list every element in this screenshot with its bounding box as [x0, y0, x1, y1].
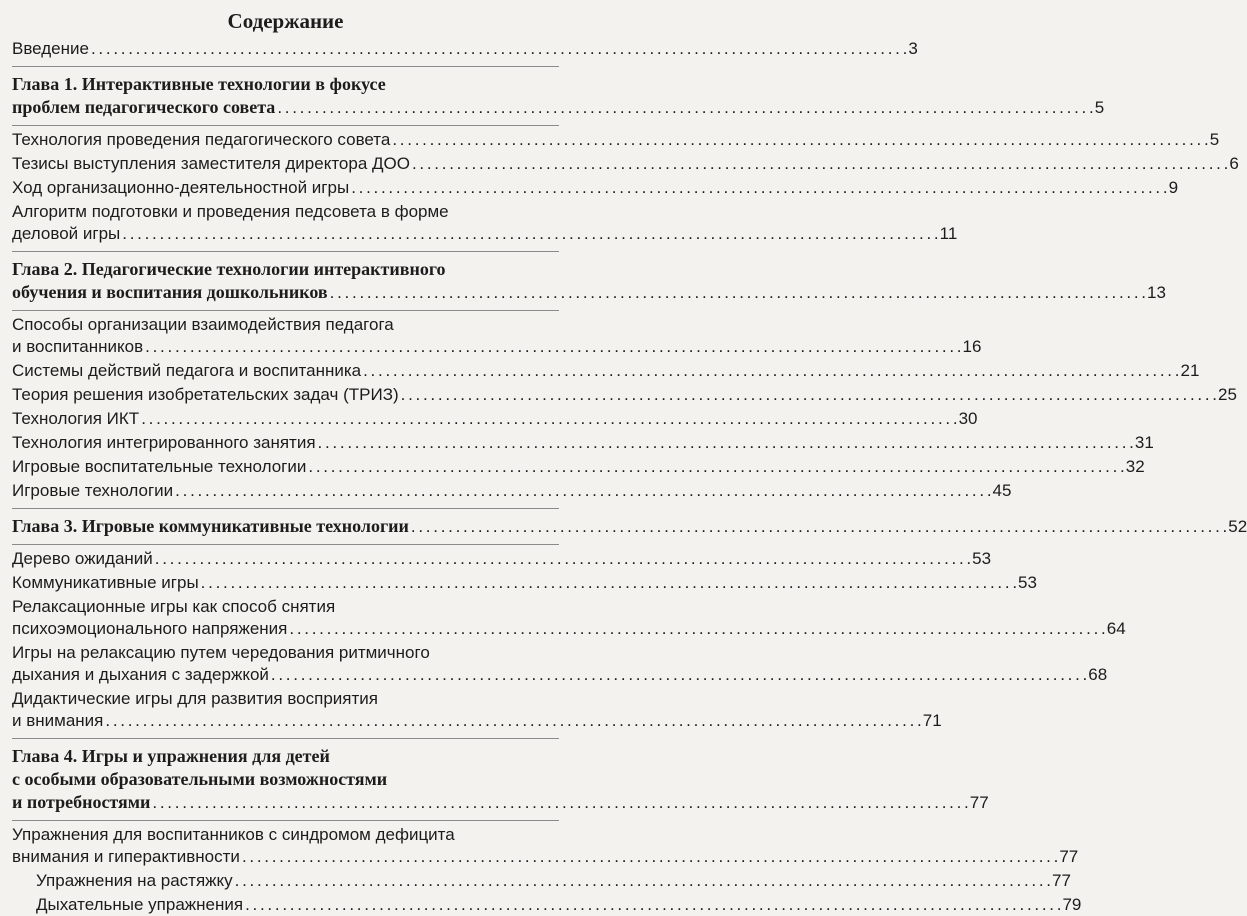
toc-entry-last-line [12, 664, 1108, 686]
toc-entry-last-line [12, 129, 1220, 151]
toc-entry-last-line [36, 894, 1082, 916]
toc-entry-last-line [12, 710, 942, 732]
toc-entry-last-line [12, 618, 1126, 640]
chapter-heading-text: с особыми образовательными возможностями [12, 769, 388, 789]
chapter-heading-last-line [12, 515, 1247, 538]
toc-entry-intro-last-line [12, 38, 918, 60]
toc-entry-text: Технология проведения педагогического совета [12, 130, 391, 149]
toc-entry[interactable] [12, 177, 1179, 199]
toc-entry-last-line [12, 336, 982, 358]
page-number: 11 [939, 224, 958, 243]
toc-entry-intro-text: Введение [12, 39, 89, 58]
dot-leader [308, 456, 1123, 478]
page-number: 68 [1088, 665, 1108, 684]
toc-entry-text: Системы действий педагога и воспитанника [12, 361, 362, 380]
page-number: 77 [1059, 847, 1079, 866]
chapter-heading-text: Глава 3. Игровые коммуникативные технологии [12, 516, 409, 536]
chapter-divider [12, 544, 559, 545]
toc-entry-last-line [12, 432, 1154, 454]
dot-leader [318, 432, 1133, 454]
toc-entry[interactable] [12, 408, 978, 430]
toc-entry-text: Способы организации взаимодействия педагога [12, 315, 394, 334]
chapter-heading[interactable] [12, 512, 1247, 538]
page-number: 21 [1180, 361, 1200, 380]
chapter-divider [12, 508, 559, 509]
chapter-divider [12, 310, 559, 311]
dot-leader [152, 791, 967, 814]
dot-leader [122, 223, 937, 245]
toc-entry-text: Дыхательные упражнения [36, 895, 244, 914]
chapter-divider [12, 125, 559, 126]
dot-leader [145, 336, 960, 358]
toc-entry-last-line [12, 480, 1012, 502]
chapter-divider [12, 820, 559, 821]
toc-entry-text: деловой игры [12, 224, 121, 243]
chapter-heading-text: проблем педагогического совета [12, 97, 276, 117]
toc-entry-last-line [12, 408, 978, 430]
toc-entry[interactable] [12, 153, 1239, 175]
toc-entry[interactable] [12, 432, 1154, 454]
dot-leader [105, 710, 920, 732]
page-number: 5 [1209, 130, 1220, 149]
dot-leader [363, 360, 1178, 382]
toc-entry-text: Дерево ожиданий [12, 549, 153, 568]
toc-entry-last-line [12, 384, 1237, 406]
table-of-contents [12, 38, 1247, 916]
toc-entry[interactable] [12, 384, 1237, 406]
page-number: 79 [1062, 895, 1082, 914]
toc-entry-text: Игры на релаксацию путем чередования ритмичного [12, 643, 430, 662]
chapter-heading-last-line [12, 96, 1105, 119]
dot-leader [201, 572, 1016, 594]
toc-entry-text: Релаксационные игры как способ снятия [12, 597, 336, 616]
toc-entry-last-line [36, 870, 1071, 892]
page-number: 13 [1147, 283, 1166, 302]
dot-leader [91, 38, 906, 60]
dot-leader [175, 480, 990, 502]
dot-leader [271, 664, 1086, 686]
dot-leader [245, 894, 1060, 916]
toc-entry[interactable] [12, 870, 1071, 892]
chapter-heading-text: Глава 2. Педагогические технологии интерактивного [12, 259, 446, 279]
page-number: 45 [992, 481, 1012, 500]
chapter-divider [12, 251, 559, 252]
toc-entry[interactable] [12, 894, 1082, 916]
page-title: Содержание [227, 9, 344, 33]
toc-entry-text: Технология интегрированного занятия [12, 433, 316, 452]
toc-entry-text: и воспитанников [12, 337, 144, 356]
chapter-heading-last-line [12, 791, 989, 814]
dot-leader [401, 384, 1216, 406]
page-number: 53 [972, 549, 992, 568]
dot-leader [277, 96, 1092, 119]
page-number: 3 [908, 39, 918, 58]
page-number: 30 [958, 409, 978, 428]
dot-leader [155, 548, 970, 570]
toc-entry-last-line [12, 846, 1079, 868]
dot-leader [412, 153, 1227, 175]
chapter-heading-text: обучения и воспитания дошкольников [12, 282, 328, 302]
chapter-divider [12, 738, 559, 739]
toc-entry-text: Ход организационно-деятельностной игры [12, 178, 350, 197]
toc-entry[interactable] [12, 480, 1012, 502]
chapter-heading-text: и потребностями [12, 792, 151, 812]
chapter-heading-text: Глава 1. Интерактивные технологии в фокусе [12, 74, 386, 94]
page-number: 52 [1228, 517, 1247, 536]
dot-leader [141, 408, 956, 430]
toc-entry-last-line [12, 548, 992, 570]
toc-entry-last-line [12, 153, 1239, 175]
dot-leader [289, 618, 1104, 640]
toc-entry-text: Игровые воспитательные технологии [12, 457, 307, 476]
toc-entry-text: Технология ИКТ [12, 409, 140, 428]
toc-entry[interactable] [12, 360, 1200, 382]
dot-leader [330, 281, 1145, 304]
toc-entry-text: Упражнения для воспитанников с синдромом дефицита [12, 825, 455, 844]
page-number: 5 [1094, 98, 1105, 117]
toc-entry-text: Теория решения изобретательских задач (ТРИЗ) [12, 385, 399, 404]
toc-entry-text: психоэмоционального напряжения [12, 619, 288, 638]
toc-entry-text: внимания и гиперактивности [12, 847, 240, 866]
toc-entry-text: Алгоритм подготовки и проведения педсовета в форме [12, 202, 449, 221]
page-number: 25 [1218, 385, 1237, 404]
toc-entry[interactable] [12, 548, 992, 570]
toc-entry-text: Коммуникативные игры [12, 573, 199, 592]
toc-entry[interactable] [12, 824, 1079, 868]
page-number: 77 [969, 793, 989, 812]
page-number: 16 [962, 337, 982, 356]
chapter-heading-text: Глава 4. Игры и упражнения для детей [12, 746, 330, 766]
toc-entry-last-line [12, 223, 958, 245]
dot-leader [392, 129, 1207, 151]
toc-entry[interactable] [12, 572, 1037, 594]
toc-entry-text: и внимания [12, 711, 104, 730]
toc-entry[interactable] [12, 688, 942, 732]
dot-leader [351, 177, 1166, 199]
toc-entry-last-line [12, 177, 1179, 199]
toc-entry[interactable] [12, 314, 982, 358]
page-number: 71 [922, 711, 942, 730]
toc-entry[interactable] [12, 129, 1220, 151]
page-number: 77 [1052, 871, 1071, 890]
page-number: 6 [1229, 154, 1239, 173]
page-number: 64 [1106, 619, 1126, 638]
toc-entry-last-line [12, 456, 1145, 478]
chapter-heading[interactable] [12, 70, 1105, 119]
page-number: 53 [1018, 573, 1037, 592]
page-number: 32 [1125, 457, 1145, 476]
toc-entry-intro[interactable] [12, 38, 918, 60]
toc-entry-text: Упражнения на растяжку [36, 871, 233, 890]
page-number: 9 [1168, 178, 1179, 197]
toc-entry[interactable] [12, 596, 1126, 640]
toc-entry[interactable] [12, 642, 1108, 686]
chapter-heading[interactable] [12, 742, 989, 814]
toc-entry-last-line [12, 360, 1200, 382]
toc-entry[interactable] [12, 201, 958, 245]
toc-entry-last-line [12, 572, 1037, 594]
chapter-heading-last-line [12, 281, 1166, 304]
toc-entry-text: Игровые технологии [12, 481, 174, 500]
toc-entry[interactable] [12, 456, 1145, 478]
dot-leader [411, 515, 1226, 538]
toc-entry-text: дыхания и дыхания с задержкой [12, 665, 269, 684]
dot-leader [242, 846, 1057, 868]
dot-leader [235, 870, 1050, 892]
chapter-heading[interactable] [12, 255, 1166, 304]
toc-entry-text: Дидактические игры для развития восприятия [12, 689, 378, 708]
toc-entry-text: Тезисы выступления заместителя директора ДОО [12, 154, 410, 173]
chapter-divider [12, 66, 559, 67]
page-number: 31 [1134, 433, 1154, 452]
